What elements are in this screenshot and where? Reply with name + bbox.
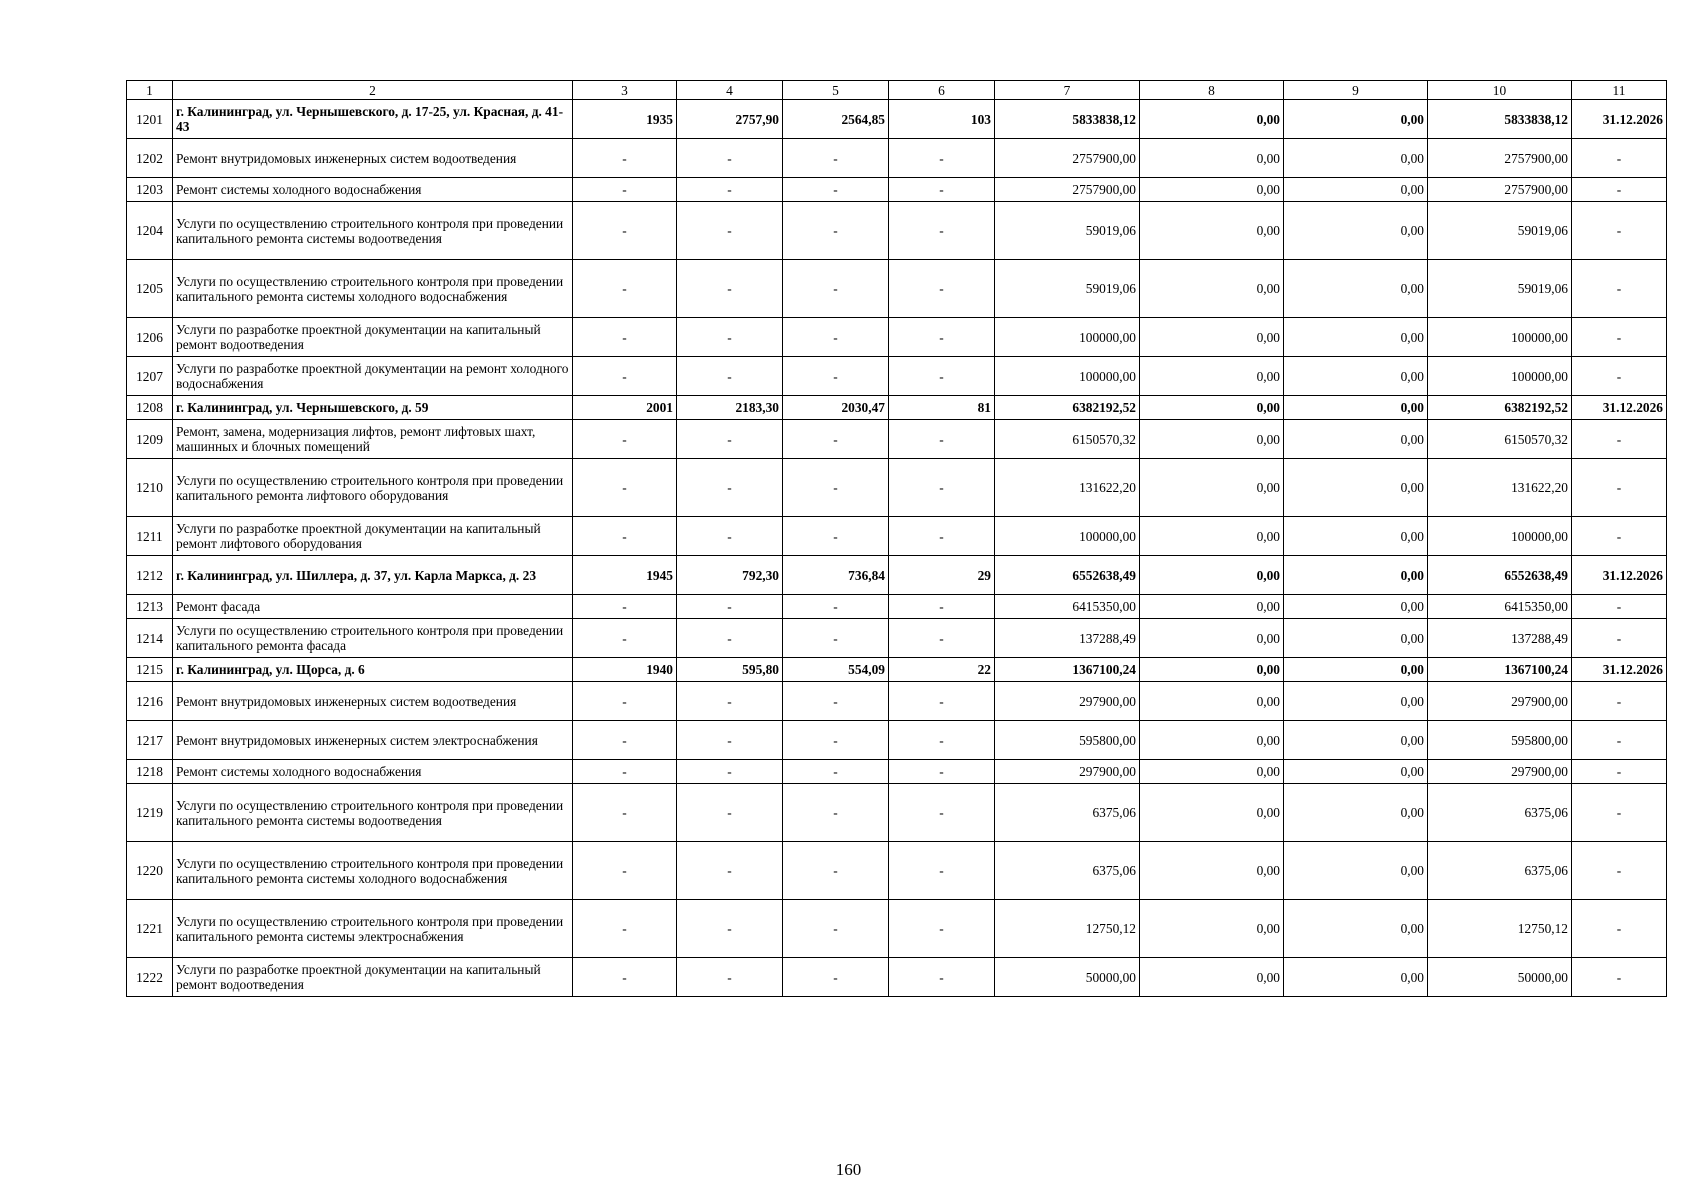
col3-value: - <box>573 318 677 357</box>
row-name: Ремонт системы холодного водоснабжения <box>173 178 573 202</box>
col6-value: 81 <box>889 396 995 420</box>
row-name: г. Калининград, ул. Щорса, д. 6 <box>173 658 573 682</box>
col10-value: 6150570,32 <box>1428 420 1572 459</box>
col7-value: 137288,49 <box>995 619 1140 658</box>
row-name: Услуги по разработке проектной документации на капитальный ремонт водоотведения <box>173 958 573 997</box>
col10-value: 595800,00 <box>1428 721 1572 760</box>
col9-value: 0,00 <box>1284 900 1428 958</box>
col10-value: 12750,12 <box>1428 900 1572 958</box>
col10-value: 59019,06 <box>1428 260 1572 318</box>
col4-value: - <box>677 842 783 900</box>
col9-value: 0,00 <box>1284 139 1428 178</box>
col11-value: - <box>1572 357 1667 396</box>
row-name: Услуги по разработке проектной документации на ремонт холодного водоснабжения <box>173 357 573 396</box>
work-item-row <box>127 958 1667 997</box>
work-item-row <box>127 139 1667 178</box>
column-header: 10 <box>1428 81 1572 100</box>
col8-value: 0,00 <box>1140 595 1284 619</box>
col10-value: 2757900,00 <box>1428 178 1572 202</box>
col10-value: 6415350,00 <box>1428 595 1572 619</box>
col6-value: - <box>889 958 995 997</box>
col11-value: 31.12.2026 <box>1572 658 1667 682</box>
row-name: г. Калининград, ул. Шиллера, д. 37, ул. Карла Маркса, д. 23 <box>173 556 573 595</box>
col11-value: - <box>1572 420 1667 459</box>
column-header: 1 <box>127 81 173 100</box>
column-header: 4 <box>677 81 783 100</box>
col10-value: 2757900,00 <box>1428 139 1572 178</box>
row-number: 1218 <box>127 760 173 784</box>
col8-value: 0,00 <box>1140 760 1284 784</box>
col7-value: 131622,20 <box>995 459 1140 517</box>
row-name: Ремонт системы холодного водоснабжения <box>173 760 573 784</box>
col8-value: 0,00 <box>1140 100 1284 139</box>
row-number: 1222 <box>127 958 173 997</box>
col3-value: - <box>573 357 677 396</box>
page-number: 160 <box>835 1160 862 1179</box>
col11-value: 31.12.2026 <box>1572 100 1667 139</box>
col7-value: 59019,06 <box>995 202 1140 260</box>
address-row <box>127 100 1667 139</box>
work-item-row <box>127 178 1667 202</box>
col11-value: - <box>1572 139 1667 178</box>
col6-value: - <box>889 459 995 517</box>
col4-value: 595,80 <box>677 658 783 682</box>
col6-value: - <box>889 357 995 396</box>
col4-value: - <box>677 595 783 619</box>
row-name: Услуги по осуществлению строительного контроля при проведении капитального ремонта системы холодного водоснабжения <box>173 260 573 318</box>
col6-value: 22 <box>889 658 995 682</box>
row-number: 1202 <box>127 139 173 178</box>
col6-value: - <box>889 517 995 556</box>
row-number: 1217 <box>127 721 173 760</box>
col10-value: 6382192,52 <box>1428 396 1572 420</box>
col7-value: 50000,00 <box>995 958 1140 997</box>
row-name: Ремонт, замена, модернизация лифтов, ремонт лифтовых шахт, машинных и блочных помещений <box>173 420 573 459</box>
col6-value: - <box>889 260 995 318</box>
work-item-row <box>127 619 1667 658</box>
col8-value: 0,00 <box>1140 260 1284 318</box>
col3-value: 1935 <box>573 100 677 139</box>
col3-value: - <box>573 784 677 842</box>
col7-value: 6415350,00 <box>995 595 1140 619</box>
col9-value: 0,00 <box>1284 619 1428 658</box>
col5-value: - <box>783 842 889 900</box>
col3-value: - <box>573 139 677 178</box>
address-row <box>127 556 1667 595</box>
col7-value: 6552638,49 <box>995 556 1140 595</box>
col6-value: - <box>889 842 995 900</box>
col8-value: 0,00 <box>1140 842 1284 900</box>
work-item-row <box>127 357 1667 396</box>
row-number: 1220 <box>127 842 173 900</box>
col4-value: - <box>677 784 783 842</box>
col8-value: 0,00 <box>1140 139 1284 178</box>
col5-value: - <box>783 595 889 619</box>
col6-value: - <box>889 682 995 721</box>
col10-value: 137288,49 <box>1428 619 1572 658</box>
row-name: Услуги по осуществлению строительного контроля при проведении капитального ремонта лифтового оборудования <box>173 459 573 517</box>
col8-value: 0,00 <box>1140 900 1284 958</box>
row-number: 1211 <box>127 517 173 556</box>
col10-value: 6375,06 <box>1428 842 1572 900</box>
row-number: 1207 <box>127 357 173 396</box>
col9-value: 0,00 <box>1284 517 1428 556</box>
col4-value: 2757,90 <box>677 100 783 139</box>
col6-value: - <box>889 139 995 178</box>
col8-value: 0,00 <box>1140 178 1284 202</box>
work-item-row <box>127 784 1667 842</box>
row-number: 1201 <box>127 100 173 139</box>
row-name: г. Калининград, ул. Чернышевского, д. 17-25, ул. Красная, д. 41-43 <box>173 100 573 139</box>
col9-value: 0,00 <box>1284 178 1428 202</box>
col9-value: 0,00 <box>1284 784 1428 842</box>
row-number: 1206 <box>127 318 173 357</box>
col5-value: 736,84 <box>783 556 889 595</box>
col8-value: 0,00 <box>1140 682 1284 721</box>
row-number: 1214 <box>127 619 173 658</box>
work-item-row <box>127 260 1667 318</box>
row-number: 1216 <box>127 682 173 721</box>
col7-value: 6382192,52 <box>995 396 1140 420</box>
row-number: 1204 <box>127 202 173 260</box>
row-number: 1208 <box>127 396 173 420</box>
col8-value: 0,00 <box>1140 784 1284 842</box>
col3-value: - <box>573 619 677 658</box>
col5-value: - <box>783 900 889 958</box>
col3-value: - <box>573 517 677 556</box>
col4-value: - <box>677 517 783 556</box>
work-item-row <box>127 595 1667 619</box>
col4-value: - <box>677 178 783 202</box>
col9-value: 0,00 <box>1284 721 1428 760</box>
col9-value: 0,00 <box>1284 459 1428 517</box>
row-name: Услуги по осуществлению строительного контроля при проведении капитального ремонта системы водоотведения <box>173 202 573 260</box>
col3-value: 2001 <box>573 396 677 420</box>
col3-value: 1940 <box>573 658 677 682</box>
col3-value: - <box>573 842 677 900</box>
col6-value: - <box>889 595 995 619</box>
col7-value: 100000,00 <box>995 517 1140 556</box>
row-name: Услуги по осуществлению строительного контроля при проведении капитального ремонта системы водоотведения <box>173 784 573 842</box>
address-row <box>127 658 1667 682</box>
col9-value: 0,00 <box>1284 595 1428 619</box>
col6-value: - <box>889 900 995 958</box>
work-item-row <box>127 721 1667 760</box>
col6-value: - <box>889 178 995 202</box>
col6-value: - <box>889 760 995 784</box>
col3-value: - <box>573 595 677 619</box>
col5-value: - <box>783 958 889 997</box>
col8-value: 0,00 <box>1140 721 1284 760</box>
col6-value: - <box>889 619 995 658</box>
col9-value: 0,00 <box>1284 682 1428 721</box>
col4-value: - <box>677 619 783 658</box>
col9-value: 0,00 <box>1284 202 1428 260</box>
col7-value: 100000,00 <box>995 318 1140 357</box>
col3-value: - <box>573 459 677 517</box>
col3-value: - <box>573 202 677 260</box>
col4-value: - <box>677 958 783 997</box>
row-number: 1212 <box>127 556 173 595</box>
col7-value: 6375,06 <box>995 784 1140 842</box>
col6-value: - <box>889 721 995 760</box>
col7-value: 297900,00 <box>995 760 1140 784</box>
row-name: Ремонт внутридомовых инженерных систем водоотведения <box>173 682 573 721</box>
col9-value: 0,00 <box>1284 396 1428 420</box>
col8-value: 0,00 <box>1140 420 1284 459</box>
col8-value: 0,00 <box>1140 357 1284 396</box>
col10-value: 50000,00 <box>1428 958 1572 997</box>
col7-value: 5833838,12 <box>995 100 1140 139</box>
col11-value: - <box>1572 260 1667 318</box>
work-item-row <box>127 760 1667 784</box>
col8-value: 0,00 <box>1140 396 1284 420</box>
col4-value: - <box>677 900 783 958</box>
col7-value: 2757900,00 <box>995 139 1140 178</box>
col11-value: - <box>1572 178 1667 202</box>
row-name: г. Калининград, ул. Чернышевского, д. 59 <box>173 396 573 420</box>
col7-value: 1367100,24 <box>995 658 1140 682</box>
col3-value: - <box>573 900 677 958</box>
col5-value: - <box>783 318 889 357</box>
col11-value: - <box>1572 958 1667 997</box>
col7-value: 6150570,32 <box>995 420 1140 459</box>
col4-value: - <box>677 357 783 396</box>
col6-value: - <box>889 784 995 842</box>
address-row <box>127 396 1667 420</box>
col4-value: 2183,30 <box>677 396 783 420</box>
col9-value: 0,00 <box>1284 658 1428 682</box>
col11-value: - <box>1572 682 1667 721</box>
col11-value: - <box>1572 784 1667 842</box>
col6-value: - <box>889 202 995 260</box>
col5-value: - <box>783 260 889 318</box>
col11-value: - <box>1572 595 1667 619</box>
column-header: 2 <box>173 81 573 100</box>
row-name: Ремонт внутридомовых инженерных систем электроснабжения <box>173 721 573 760</box>
col8-value: 0,00 <box>1140 202 1284 260</box>
col5-value: 2030,47 <box>783 396 889 420</box>
col3-value: - <box>573 420 677 459</box>
column-header: 11 <box>1572 81 1667 100</box>
col11-value: - <box>1572 517 1667 556</box>
col10-value: 100000,00 <box>1428 318 1572 357</box>
work-item-row <box>127 682 1667 721</box>
col5-value: 2564,85 <box>783 100 889 139</box>
col3-value: - <box>573 682 677 721</box>
col4-value: - <box>677 318 783 357</box>
col5-value: - <box>783 721 889 760</box>
col6-value: 29 <box>889 556 995 595</box>
col11-value: - <box>1572 842 1667 900</box>
row-number: 1203 <box>127 178 173 202</box>
column-header: 9 <box>1284 81 1428 100</box>
col7-value: 6375,06 <box>995 842 1140 900</box>
col7-value: 297900,00 <box>995 682 1140 721</box>
col5-value: 554,09 <box>783 658 889 682</box>
col4-value: - <box>677 202 783 260</box>
col4-value: - <box>677 682 783 721</box>
col5-value: - <box>783 760 889 784</box>
work-item-row <box>127 900 1667 958</box>
row-name: Услуги по осуществлению строительного контроля при проведении капитального ремонта фасада <box>173 619 573 658</box>
col6-value: - <box>889 318 995 357</box>
col4-value: 792,30 <box>677 556 783 595</box>
row-number: 1210 <box>127 459 173 517</box>
col5-value: - <box>783 682 889 721</box>
col3-value: - <box>573 178 677 202</box>
col9-value: 0,00 <box>1284 842 1428 900</box>
col5-value: - <box>783 619 889 658</box>
col9-value: 0,00 <box>1284 318 1428 357</box>
col9-value: 0,00 <box>1284 420 1428 459</box>
col10-value: 100000,00 <box>1428 517 1572 556</box>
col7-value: 12750,12 <box>995 900 1140 958</box>
col8-value: 0,00 <box>1140 517 1284 556</box>
col10-value: 1367100,24 <box>1428 658 1572 682</box>
column-header: 3 <box>573 81 677 100</box>
col3-value: - <box>573 760 677 784</box>
col10-value: 297900,00 <box>1428 682 1572 721</box>
work-item-row <box>127 459 1667 517</box>
col10-value: 100000,00 <box>1428 357 1572 396</box>
col10-value: 131622,20 <box>1428 459 1572 517</box>
col6-value: 103 <box>889 100 995 139</box>
col10-value: 6375,06 <box>1428 784 1572 842</box>
col11-value: - <box>1572 459 1667 517</box>
row-number: 1221 <box>127 900 173 958</box>
col6-value: - <box>889 420 995 459</box>
col11-value: 31.12.2026 <box>1572 396 1667 420</box>
row-name: Ремонт фасада <box>173 595 573 619</box>
col5-value: - <box>783 784 889 842</box>
col7-value: 2757900,00 <box>995 178 1140 202</box>
column-header: 6 <box>889 81 995 100</box>
col11-value: - <box>1572 619 1667 658</box>
col11-value: - <box>1572 202 1667 260</box>
col10-value: 297900,00 <box>1428 760 1572 784</box>
col5-value: - <box>783 357 889 396</box>
col11-value: 31.12.2026 <box>1572 556 1667 595</box>
col5-value: - <box>783 420 889 459</box>
row-name: Услуги по разработке проектной документации на капитальный ремонт водоотведения <box>173 318 573 357</box>
col5-value: - <box>783 202 889 260</box>
row-name: Услуги по осуществлению строительного контроля при проведении капитального ремонта системы электроснабжения <box>173 900 573 958</box>
work-item-row <box>127 202 1667 260</box>
row-number: 1209 <box>127 420 173 459</box>
col5-value: - <box>783 459 889 517</box>
column-header: 5 <box>783 81 889 100</box>
col9-value: 0,00 <box>1284 556 1428 595</box>
row-number: 1205 <box>127 260 173 318</box>
row-number: 1213 <box>127 595 173 619</box>
col8-value: 0,00 <box>1140 459 1284 517</box>
col3-value: - <box>573 721 677 760</box>
work-item-row <box>127 318 1667 357</box>
row-name: Ремонт внутридомовых инженерных систем водоотведения <box>173 139 573 178</box>
col8-value: 0,00 <box>1140 318 1284 357</box>
col11-value: - <box>1572 900 1667 958</box>
row-number: 1215 <box>127 658 173 682</box>
col8-value: 0,00 <box>1140 958 1284 997</box>
col3-value: 1945 <box>573 556 677 595</box>
col4-value: - <box>677 260 783 318</box>
col10-value: 5833838,12 <box>1428 100 1572 139</box>
row-number: 1219 <box>127 784 173 842</box>
work-item-row <box>127 842 1667 900</box>
work-item-row <box>127 517 1667 556</box>
row-name: Услуги по осуществлению строительного контроля при проведении капитального ремонта системы холодного водоснабжения <box>173 842 573 900</box>
col5-value: - <box>783 517 889 556</box>
col4-value: - <box>677 459 783 517</box>
row-name: Услуги по разработке проектной документации на капитальный ремонт лифтового оборудования <box>173 517 573 556</box>
col11-value: - <box>1572 721 1667 760</box>
col5-value: - <box>783 178 889 202</box>
col11-value: - <box>1572 760 1667 784</box>
col4-value: - <box>677 420 783 459</box>
col10-value: 59019,06 <box>1428 202 1572 260</box>
table-body <box>127 81 1667 997</box>
col7-value: 595800,00 <box>995 721 1140 760</box>
col9-value: 0,00 <box>1284 357 1428 396</box>
col10-value: 6552638,49 <box>1428 556 1572 595</box>
col8-value: 0,00 <box>1140 658 1284 682</box>
col11-value: - <box>1572 318 1667 357</box>
col8-value: 0,00 <box>1140 619 1284 658</box>
col9-value: 0,00 <box>1284 100 1428 139</box>
column-header: 8 <box>1140 81 1284 100</box>
col7-value: 100000,00 <box>995 357 1140 396</box>
column-header: 7 <box>995 81 1140 100</box>
column-number-header-row <box>127 81 1667 100</box>
col4-value: - <box>677 760 783 784</box>
col3-value: - <box>573 958 677 997</box>
col3-value: - <box>573 260 677 318</box>
col7-value: 59019,06 <box>995 260 1140 318</box>
col8-value: 0,00 <box>1140 556 1284 595</box>
col9-value: 0,00 <box>1284 958 1428 997</box>
col4-value: - <box>677 721 783 760</box>
capital-repair-register-table <box>126 80 1667 997</box>
work-item-row <box>127 420 1667 459</box>
col4-value: - <box>677 139 783 178</box>
col9-value: 0,00 <box>1284 260 1428 318</box>
col5-value: - <box>783 139 889 178</box>
col9-value: 0,00 <box>1284 760 1428 784</box>
